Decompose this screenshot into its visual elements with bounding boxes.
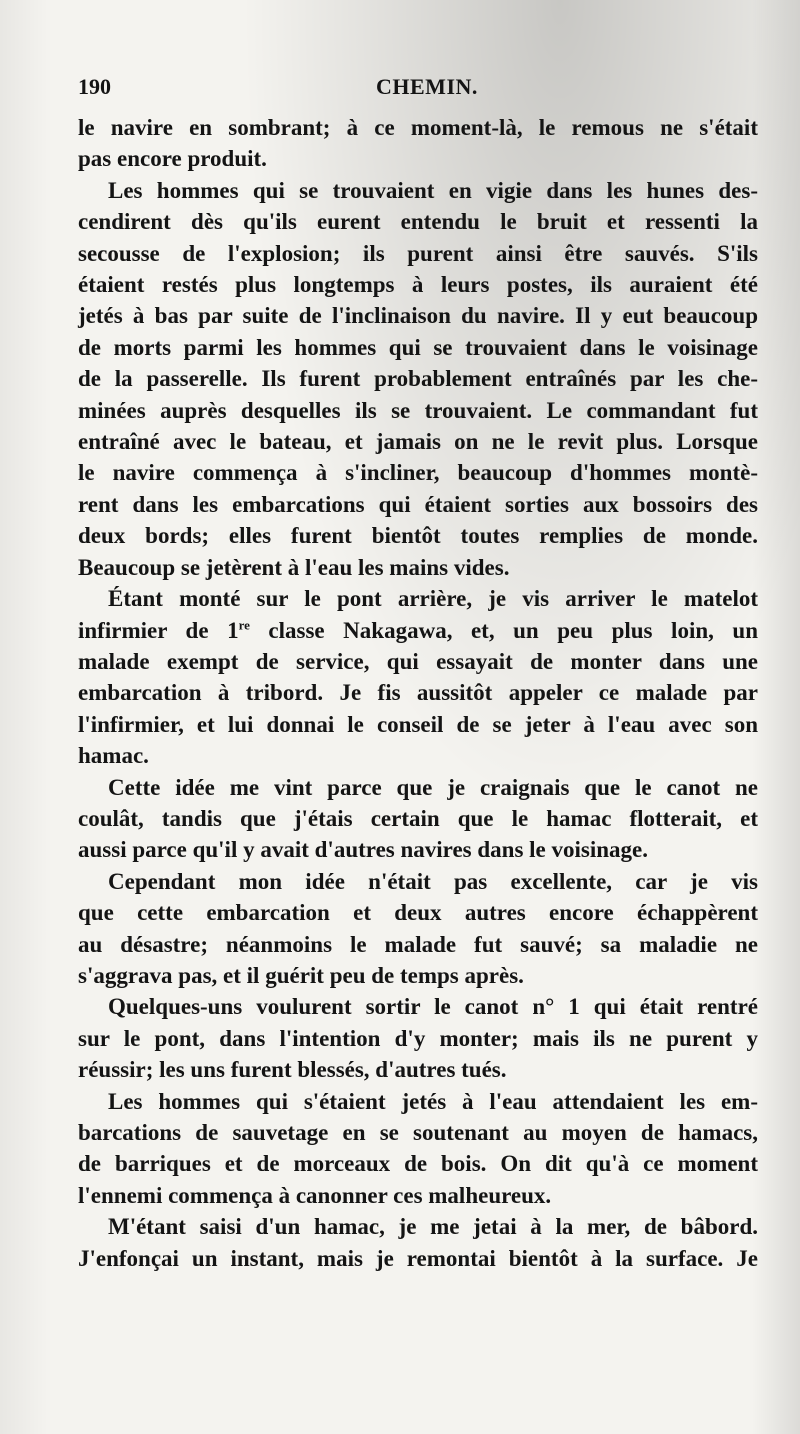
text-line: embarcation à tribord. Je fis aussitôt appeler ce malade par xyxy=(78,680,758,706)
paragraph xyxy=(78,583,758,771)
text-line: le navire en sombrant; à ce moment-là, le remous ne s'était xyxy=(78,115,758,140)
text-line: au désastre; néanmoins le malade fut sauvé; sa maladie ne xyxy=(78,931,758,957)
text-line: de barriques et de morceaux de bois. On dit qu'à ce moment xyxy=(78,1151,758,1177)
text-line: le navire commença à s'incliner, beaucoup d'hommes montè- xyxy=(78,460,758,486)
paragraph xyxy=(78,866,758,992)
text-line: Cependant mon idée n'était pas excellente, car je vis xyxy=(108,868,758,894)
text-line: minées auprès desquelles ils se trouvaient. Le commandant fut xyxy=(78,397,758,423)
text-line: malade exempt de service, qui essayait de monter dans une xyxy=(78,648,758,674)
paragraph xyxy=(78,1086,758,1212)
page-header xyxy=(78,74,756,108)
body-text xyxy=(78,112,758,1274)
text-line: l'ennemi commença à canonner ces malheureux. xyxy=(78,1182,552,1208)
text-line: cendirent dès qu'ils eurent entendu le bruit et ressenti la xyxy=(78,209,758,235)
paragraph xyxy=(78,1211,758,1274)
text-line: Étant monté sur le pont arrière, je vis arriver le matelot xyxy=(108,586,758,612)
text-line: rent dans les embarcations qui étaient sorties aux bossoirs des xyxy=(78,491,758,517)
text-line: jetés à bas par suite de l'inclinaison du navire. Il y eut beaucoup xyxy=(78,303,758,329)
text-line: de la passerelle. Ils furent probablement entraînés par les che- xyxy=(78,366,758,392)
text-line: hamac. xyxy=(78,743,149,769)
text-line: sur le pont, dans l'intention d'y monter; mais ils ne purent y xyxy=(78,1025,758,1051)
text-line: J'enfonçai un instant, mais je remontai bientôt à la surface. Je xyxy=(78,1245,758,1271)
paragraph xyxy=(78,112,758,175)
text-line: barcations de sauvetage en se soutenant au moyen de hamacs, xyxy=(78,1120,758,1145)
text-line: infirmier de 1re classe Nakagawa, et, un peu plus loin, un xyxy=(78,616,758,643)
running-title: CHEMIN. xyxy=(376,74,478,99)
text-line: s'aggrava pas, et il guérit peu de temps après. xyxy=(78,962,524,988)
text-line: étaient restés plus longtemps à leurs postes, ils auraient été xyxy=(78,272,758,298)
text-line: que cette embarcation et deux autres encore échappèrent xyxy=(78,900,758,926)
text-line: entraîné avec le bateau, et jamais on ne le revit plus. Lorsque xyxy=(78,429,758,455)
text-line: Cette idée me vint parce que je craignais que le canot ne xyxy=(108,774,758,800)
text-line: Les hommes qui s'étaient jetés à l'eau attendaient les em- xyxy=(108,1088,758,1114)
page-number: 190 xyxy=(78,74,111,99)
text-line: Les hommes qui se trouvaient en vigie dans les hunes des- xyxy=(108,177,758,203)
text-line: coulât, tandis que j'étais certain que le hamac flotterait, et xyxy=(78,805,758,831)
text-line: pas encore produit. xyxy=(78,146,267,172)
paragraph xyxy=(78,991,758,1085)
text-line: M'étant saisi d'un hamac, je me jetai à la mer, de bâbord. xyxy=(108,1214,758,1240)
text-line: l'infirmier, et lui donnai le conseil de se jeter à l'eau avec son xyxy=(78,711,758,737)
text-line: deux bords; elles furent bientôt toutes remplies de monde. xyxy=(78,523,758,549)
text-line: secousse de l'explosion; ils purent ainsi être sauvés. S'ils xyxy=(78,240,758,266)
text-line: Beaucoup se jetèrent à l'eau les mains vides. xyxy=(78,554,510,580)
paragraph xyxy=(78,175,758,583)
text-line: réussir; les uns furent blessés, d'autres tués. xyxy=(78,1057,507,1083)
text-line: aussi parce qu'il y avait d'autres navires dans le voisinage. xyxy=(78,837,648,863)
text-line: Quelques-uns voulurent sortir le canot n° 1 qui était rentré xyxy=(108,994,758,1020)
paragraph xyxy=(78,772,758,866)
text-line: de morts parmi les hommes qui se trouvaient dans le voisinage xyxy=(78,334,758,360)
